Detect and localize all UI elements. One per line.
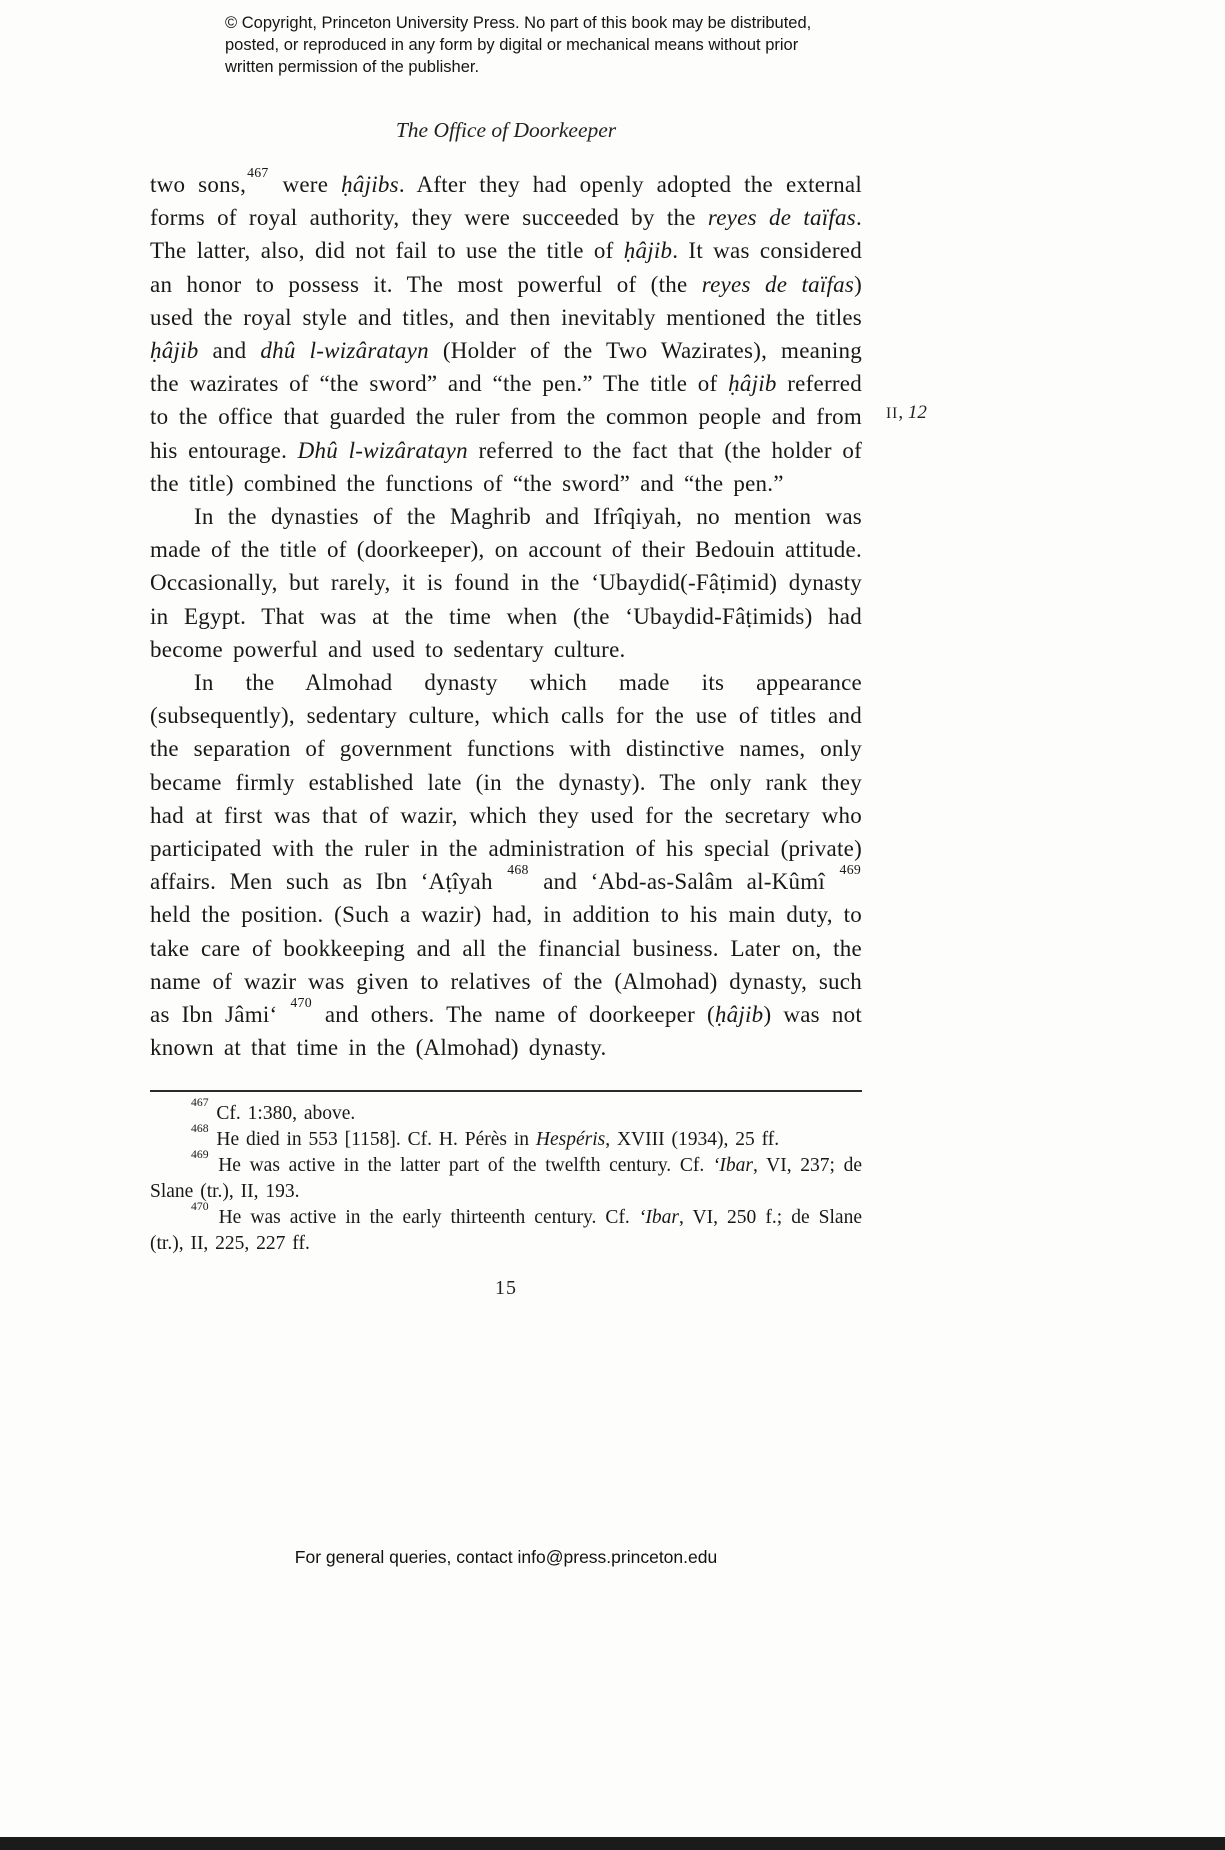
copyright-notice: © Copyright, Princeton University Press. No part of this book may be distributed, posted, or reproduced in any form by digital or mechanical means without prior written permission of the publisher. [225, 14, 812, 77]
text-segment: , [898, 402, 908, 423]
body-text [150, 164, 863, 1064]
scan-edge-bar [0, 1837, 1225, 1850]
text-segment: (Holder of the Two Wazirates), meaning the wazirates of “the sword” and “the pen.” The title of [150, 338, 862, 397]
footnote-ref: 467 [191, 1096, 209, 1110]
footnote [150, 1148, 863, 1205]
paragraph [150, 666, 862, 1064]
footnote-ref: 468 [507, 862, 529, 877]
text-segment: ḥâjib [728, 371, 777, 397]
text-segment: . The latter, also, did not fail to use the title of [150, 205, 862, 264]
text-segment: Cf. 1:380, above. [209, 1103, 356, 1125]
text-segment: , VI, 250 f.; de Slane (tr.), II, 225, 227 ff. [150, 1207, 862, 1255]
text-segment: ḥâjib [623, 238, 673, 264]
footnote [150, 1096, 862, 1127]
text-segment: In the Almohad dynasty which made its appearance (subsequently), sedentary culture, which calls for the use of titles and the separation of government functions with distinctive names, only became firmly established late (in the dynasty). The only rank they had at first was that of wazir, which they used for the secretary who participated with the ruler in the administration of his special (private) affairs. Men such as Ibn ‘Aṭîyah [150, 670, 862, 895]
footnote-ref: 469 [839, 862, 861, 877]
text-block [150, 118, 862, 1300]
text-segment: referred to the office that guarded the ruler from the common people and from his entourage. [150, 371, 863, 463]
text-segment: In the dynasties of the Maghrib and Ifrîqiyah, no mention was made of the title of (doorkeeper), on account of their Bedouin attitude. Occasionally, but rarely, it is found in the ‘Ubaydid(-Fâṭimid) dynasty in Egypt. That was at the time when (the ‘Ubaydid-Fâṭimids) had become powerful and used to sedentary culture. [150, 504, 862, 662]
text-segment: He was active in the latter part of the twelfth century. Cf. [209, 1155, 713, 1177]
footnote-ref: 470 [290, 994, 312, 1010]
footer-contact [150, 1547, 862, 1568]
paragraph [150, 500, 862, 666]
footer-text: For general queries, contact info@press.princeton.edu [294, 1547, 718, 1567]
footnote [150, 1122, 862, 1153]
footnote-ref: 470 [191, 1200, 209, 1214]
text-segment: held the position. (Such a wazir) had, in addition to his main duty, to take care of bookkeeping and all the financial business. Later on, the name of wazir was given to relatives of the (Almohad) dynasty, such as Ibn Jâmi‘ [150, 902, 862, 1028]
footnote-ref: 469 [191, 1148, 209, 1162]
footnote [150, 1200, 862, 1257]
footnotes [150, 1096, 863, 1257]
text-segment: and [198, 338, 261, 364]
paragraph [150, 164, 863, 500]
text-segment: two sons, [150, 172, 247, 197]
footnote-ref: 467 [247, 164, 269, 180]
footnote-divider [150, 1090, 862, 1092]
text-segment: ) was not known at that time in the (Almohad) dynasty. [150, 1002, 862, 1061]
text-segment: reyes de taïfas [707, 205, 856, 231]
text-segment: ) used the royal style and titles, and then inevitably mentioned the titles [150, 271, 862, 330]
text-segment: and others. The name of doorkeeper ( [312, 1002, 715, 1028]
text-segment: reyes de taïfas [701, 271, 855, 297]
footnote-ref: 468 [191, 1122, 209, 1136]
page-number: 15 [495, 1277, 517, 1300]
text-segment: 12 [907, 402, 927, 423]
text-segment: and ‘Abd-as-Salâm al-Kûmî [529, 869, 839, 895]
text-segment: Dhû l-wizâratayn [297, 437, 468, 463]
text-segment: , XVIII (1934), 25 ff. [605, 1129, 780, 1151]
text-segment: ‘Ibar [638, 1207, 679, 1229]
text-segment: II [886, 405, 899, 422]
text-segment: referred to the fact that (the holder of the title) combined the functions of “the sword” and “the pen.” [150, 437, 863, 496]
text-segment: . After they had openly adopted the external forms of royal authority, they were succeeded by the [150, 172, 863, 231]
text-segment: ḥâjibs [341, 172, 399, 197]
text-segment: Hespéris [535, 1129, 606, 1151]
margin-note [886, 402, 927, 424]
text-segment: . It was considered an honor to possess it. The most powerful of (the [150, 238, 862, 297]
text-segment: , VI, 237; de Slane (tr.), II, 193. [150, 1155, 863, 1203]
text-segment: ḥâjib [714, 1002, 764, 1028]
text-segment: ḥâjib [150, 338, 199, 364]
text-segment: dhû l-wizâratayn [260, 338, 429, 364]
text-segment: He died in 553 [1158]. Cf. H. Pérès in [209, 1129, 536, 1151]
text-segment: ‘Ibar [712, 1155, 753, 1177]
running-head: The Office of Doorkeeper [395, 118, 617, 142]
text-segment: He was active in the early thirteenth century. Cf. [209, 1207, 639, 1229]
text-segment: were [269, 172, 342, 197]
